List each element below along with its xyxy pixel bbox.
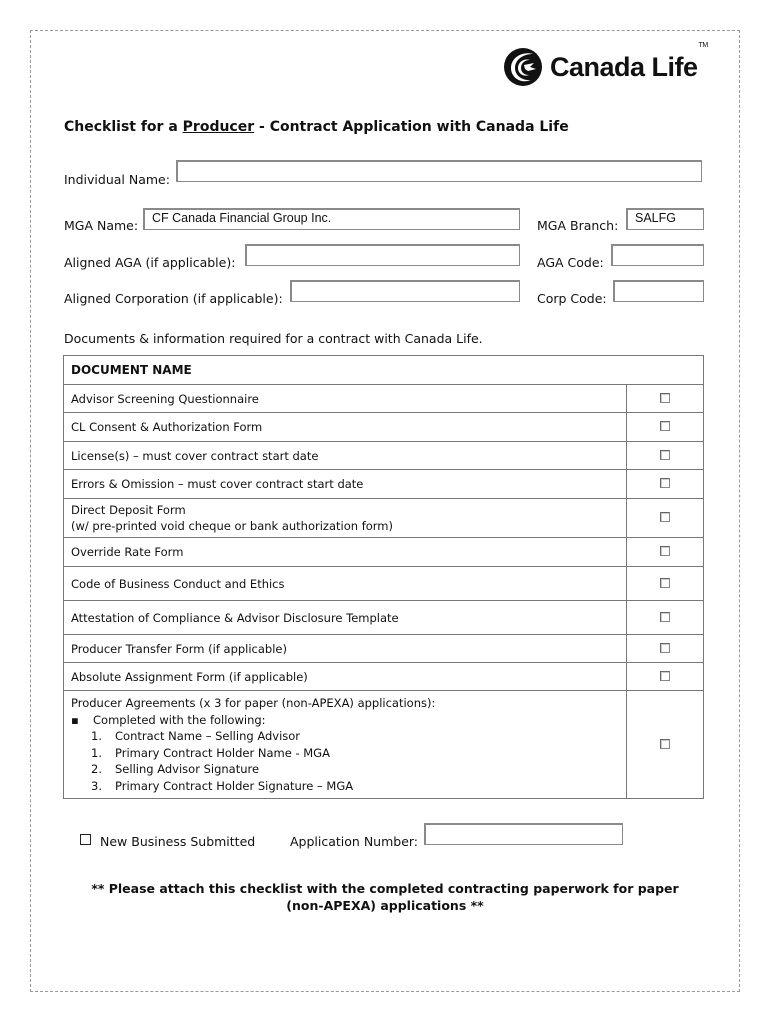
list-item: 1. Primary Contract Holder Name - MGA xyxy=(91,745,330,760)
aligned-aga-field[interactable] xyxy=(245,244,520,266)
aligned-aga-label: Aligned AGA (if applicable): xyxy=(64,255,236,270)
individual-name-label: Individual Name: xyxy=(64,172,170,187)
document-checkbox[interactable] xyxy=(660,393,670,403)
aligned-corporation-field[interactable] xyxy=(290,280,520,302)
table-row xyxy=(64,538,704,567)
list-item: 2. Selling Advisor Signature xyxy=(91,762,260,776)
document-checkbox[interactable] xyxy=(660,421,670,431)
document-label: Override Rate Form xyxy=(64,538,627,567)
note-line-2: (non-APEXA) applications ** xyxy=(286,898,484,913)
document-checkbox[interactable] xyxy=(660,478,670,488)
table-row xyxy=(64,691,704,799)
document-label: Attestation of Compliance & Advisor Disclosure Template xyxy=(64,601,627,635)
corp-code-label: Corp Code: xyxy=(537,291,607,306)
document-label-detail: (w/ pre-printed void cheque or bank authorization form) xyxy=(71,519,393,533)
document-label: Advisor Screening Questionnaire xyxy=(64,385,627,413)
document-label: Direct Deposit Form xyxy=(71,502,186,517)
document-checkbox[interactable] xyxy=(660,578,670,588)
table-row xyxy=(64,601,704,635)
document-label: CL Consent & Authorization Form xyxy=(64,413,627,442)
attach-checklist-note xyxy=(64,880,706,914)
table-row xyxy=(64,663,704,691)
bullet-icon: ▪ xyxy=(71,712,79,727)
document-checkbox[interactable] xyxy=(660,546,670,556)
document-label: License(s) – must cover contract start date xyxy=(64,442,627,470)
new-business-label: New Business Submitted xyxy=(100,834,256,849)
table-header-row xyxy=(64,356,704,385)
aga-code-label: AGA Code: xyxy=(537,255,604,270)
table-row xyxy=(64,567,704,601)
brand-name: Canada Life™ xyxy=(550,41,708,82)
canada-life-logo-icon xyxy=(503,47,543,87)
document-checkbox[interactable] xyxy=(660,450,670,460)
document-checklist-table xyxy=(63,355,704,799)
document-name-header: DOCUMENT NAME xyxy=(64,356,704,385)
new-business-checkbox[interactable] xyxy=(80,834,91,845)
producer-agreements-label: Producer Agreements (x 3 for paper (non-APEXA) applications): xyxy=(71,696,436,710)
table-row xyxy=(64,385,704,413)
document-label-multiline xyxy=(64,499,627,538)
document-label: Absolute Assignment Form (if applicable) xyxy=(64,663,627,691)
producer-agreements-cell xyxy=(64,691,627,799)
list-item: 3. Primary Contract Holder Signature – MGA xyxy=(91,778,354,793)
documents-intro: Documents & information required for a contract with Canada Life. xyxy=(64,331,483,346)
note-line-1: ** Please attach this checklist with the completed contracting paperwork for paper xyxy=(91,881,679,896)
table-row xyxy=(64,635,704,663)
application-number-label: Application Number: xyxy=(290,834,419,849)
list-item: 1. Contract Name – Selling Advisor xyxy=(91,729,301,743)
table-row xyxy=(64,499,704,538)
aga-code-field[interactable] xyxy=(611,244,704,266)
page-title: Checklist for a Producer - Contract Application with Canada Life xyxy=(64,119,569,135)
individual-name-field[interactable] xyxy=(176,160,702,182)
table-row xyxy=(64,470,704,499)
document-checkbox[interactable] xyxy=(660,739,670,749)
aligned-corporation-label: Aligned Corporation (if applicable): xyxy=(64,291,283,306)
mga-branch-field[interactable]: SALFG xyxy=(626,208,704,230)
mga-name-label: MGA Name: xyxy=(64,218,139,233)
document-checkbox[interactable] xyxy=(660,643,670,653)
document-label: Errors & Omission – must cover contract start date xyxy=(64,470,627,499)
document-checkbox[interactable] xyxy=(660,512,670,522)
document-label: Producer Transfer Form (if applicable) xyxy=(64,635,627,663)
trademark-mark: TM xyxy=(698,41,708,49)
table-row xyxy=(64,413,704,442)
title-emphasis: Producer xyxy=(182,119,255,135)
agreements-bullet-line: ▪ Completed with the following: xyxy=(71,712,266,727)
mga-name-field[interactable]: CF Canada Financial Group Inc. xyxy=(143,208,520,230)
application-number-field[interactable] xyxy=(424,823,623,845)
table-row xyxy=(64,442,704,470)
corp-code-field[interactable] xyxy=(613,280,704,302)
document-checkbox[interactable] xyxy=(660,671,670,681)
document-label: Code of Business Conduct and Ethics xyxy=(64,567,627,601)
document-checkbox[interactable] xyxy=(660,612,670,622)
canada-life-logo xyxy=(503,41,708,88)
mga-branch-label: MGA Branch: xyxy=(537,218,619,233)
